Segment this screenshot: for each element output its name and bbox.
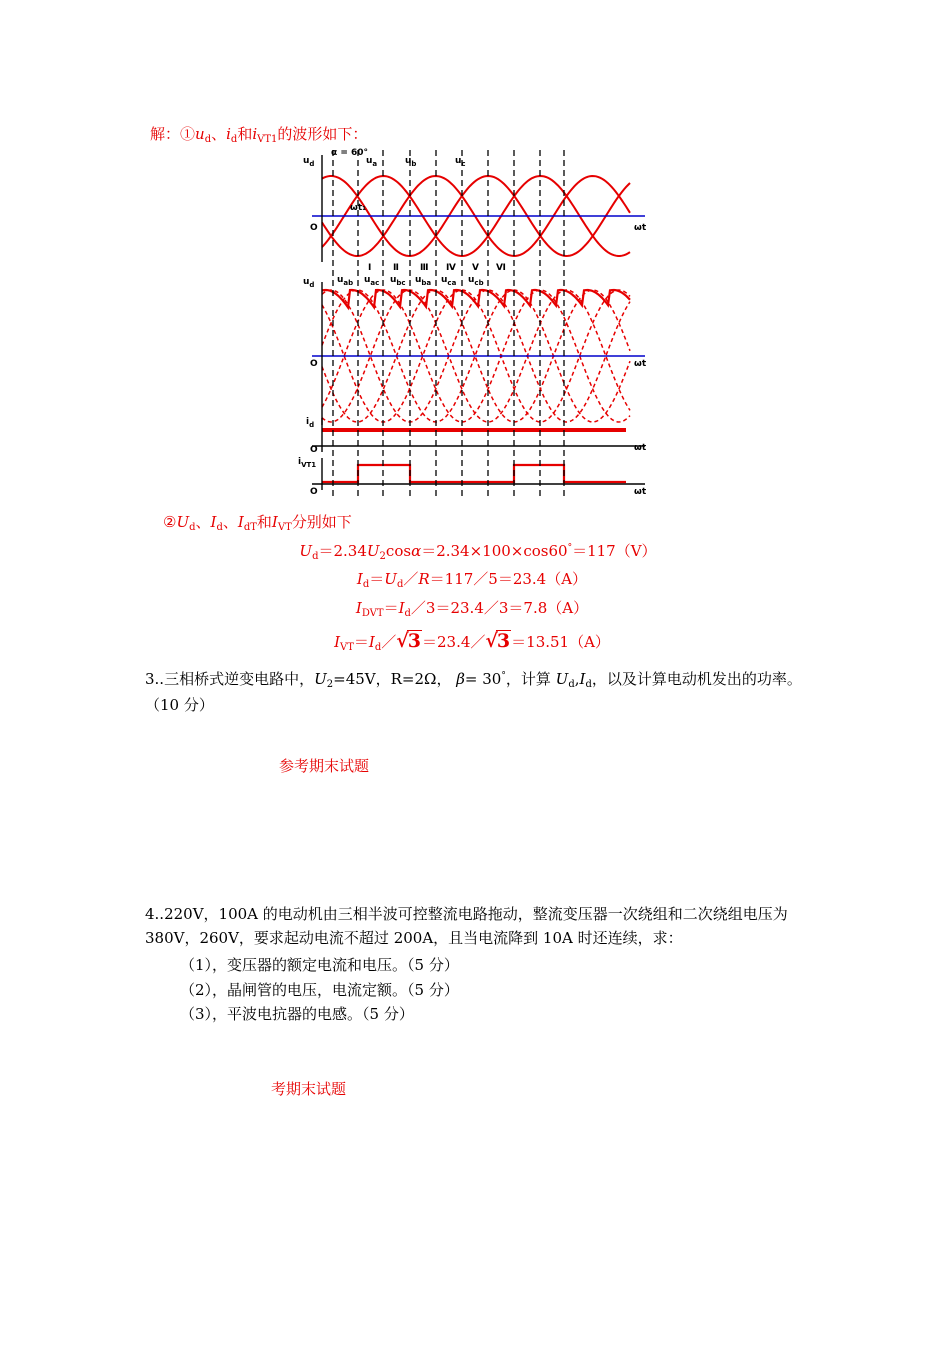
ud-output-envelope	[322, 290, 630, 307]
line-label-ab: $u_{ab}$	[337, 275, 354, 287]
omega-t-2: ωt	[634, 359, 647, 369]
origin-3: O	[310, 445, 318, 455]
sqrt-symbol: √3	[396, 630, 422, 652]
id-label: $i_d$	[306, 417, 315, 429]
equation-ud: $U_d=2.34U_2\cos\alpha=2.34\times 100\times\cos 60^\circ=117(V)$	[299, 542, 657, 562]
line-label-cb: $u_{cb}$	[468, 275, 484, 287]
solution-intro: 解：$①u_d$、$i_d$和$i_{VT1}$的波形如下：	[150, 125, 368, 145]
phase-label-c: $u_c$	[455, 156, 466, 168]
waveform-labels	[298, 148, 647, 497]
roman-label-4: Ⅴ	[472, 263, 479, 273]
ivt1-pulse-train	[322, 465, 626, 482]
question-4: 4..220V，100A 的电动机由三相半波可控整流电路拖动，整流变压器一次绕组和二次绕组电压为 380V，260V，要求起动电流不超过 200A，且当电流降到 10A 时还连续，求：	[145, 905, 788, 947]
omega-t-3: ωt	[634, 443, 647, 453]
reference-link-2[interactable]: 考期末试题	[271, 1080, 347, 1098]
ud-label-top: $u_d$	[303, 156, 315, 168]
roman-label-1: Ⅱ	[393, 263, 399, 273]
q4-item-1: （1），变压器的额定电流和电压。（5 分）	[180, 956, 459, 974]
equation-ivt: $I_{VT}=I_d/√3=23.4/√3=13.51(A)$	[334, 630, 610, 653]
sqrt-symbol: √3	[485, 630, 511, 652]
origin-2: O	[310, 359, 318, 369]
reference-link-1[interactable]: 参考期末试题	[279, 757, 370, 775]
alpha-label: α = 60°	[331, 148, 369, 158]
roman-label-5: Ⅵ	[496, 263, 506, 273]
omega-t-4: ωt	[634, 487, 647, 497]
line-label-ca: $u_{ca}$	[441, 275, 457, 287]
phase-label-b: $u_b$	[405, 156, 417, 168]
line-label-ba: $u_{ba}$	[415, 275, 432, 287]
roman-label-3: Ⅳ	[446, 263, 456, 273]
part2-heading: $②U_d$、$I_d$、$I_{dT}$和$I_{VT}$分别如下	[163, 513, 352, 533]
line-label-ac: $u_{ac}$	[364, 275, 380, 287]
q4-item-3: （3），平波电抗器的电感。（5 分）	[180, 1005, 414, 1023]
question-3: 3..三相桥式逆变电路中，$U_2=45V$，R=2Ω， β= 30°，计算 $U_d,I_d$，以及计算电动机发出的功率。（10 分）	[145, 670, 802, 714]
omega-t-1: ωt	[634, 223, 647, 233]
origin-4: O	[310, 487, 318, 497]
roman-label-0: Ⅰ	[368, 263, 372, 273]
ivt-label: $i_{VT1}$	[298, 457, 317, 469]
ud-label-mid: $u_d$	[303, 277, 315, 289]
q4-item-2: （2），晶闸管的电压，电流定额。（5 分）	[180, 981, 459, 999]
roman-label-2: Ⅲ	[420, 263, 429, 273]
waveform-figure	[290, 140, 660, 505]
phase-label-a: $u_a$	[366, 156, 378, 168]
origin-1: O	[310, 223, 318, 233]
equation-idvt: $I_{DVT}=I_d/3=23.4/3=7.8(A)$	[355, 599, 589, 619]
omega-t1-label: ωt₁	[350, 203, 367, 213]
line-label-bc: $u_{bc}$	[390, 275, 406, 287]
equation-id: $I_d=U_d/R=117/5=23.4(A)$	[356, 570, 588, 590]
